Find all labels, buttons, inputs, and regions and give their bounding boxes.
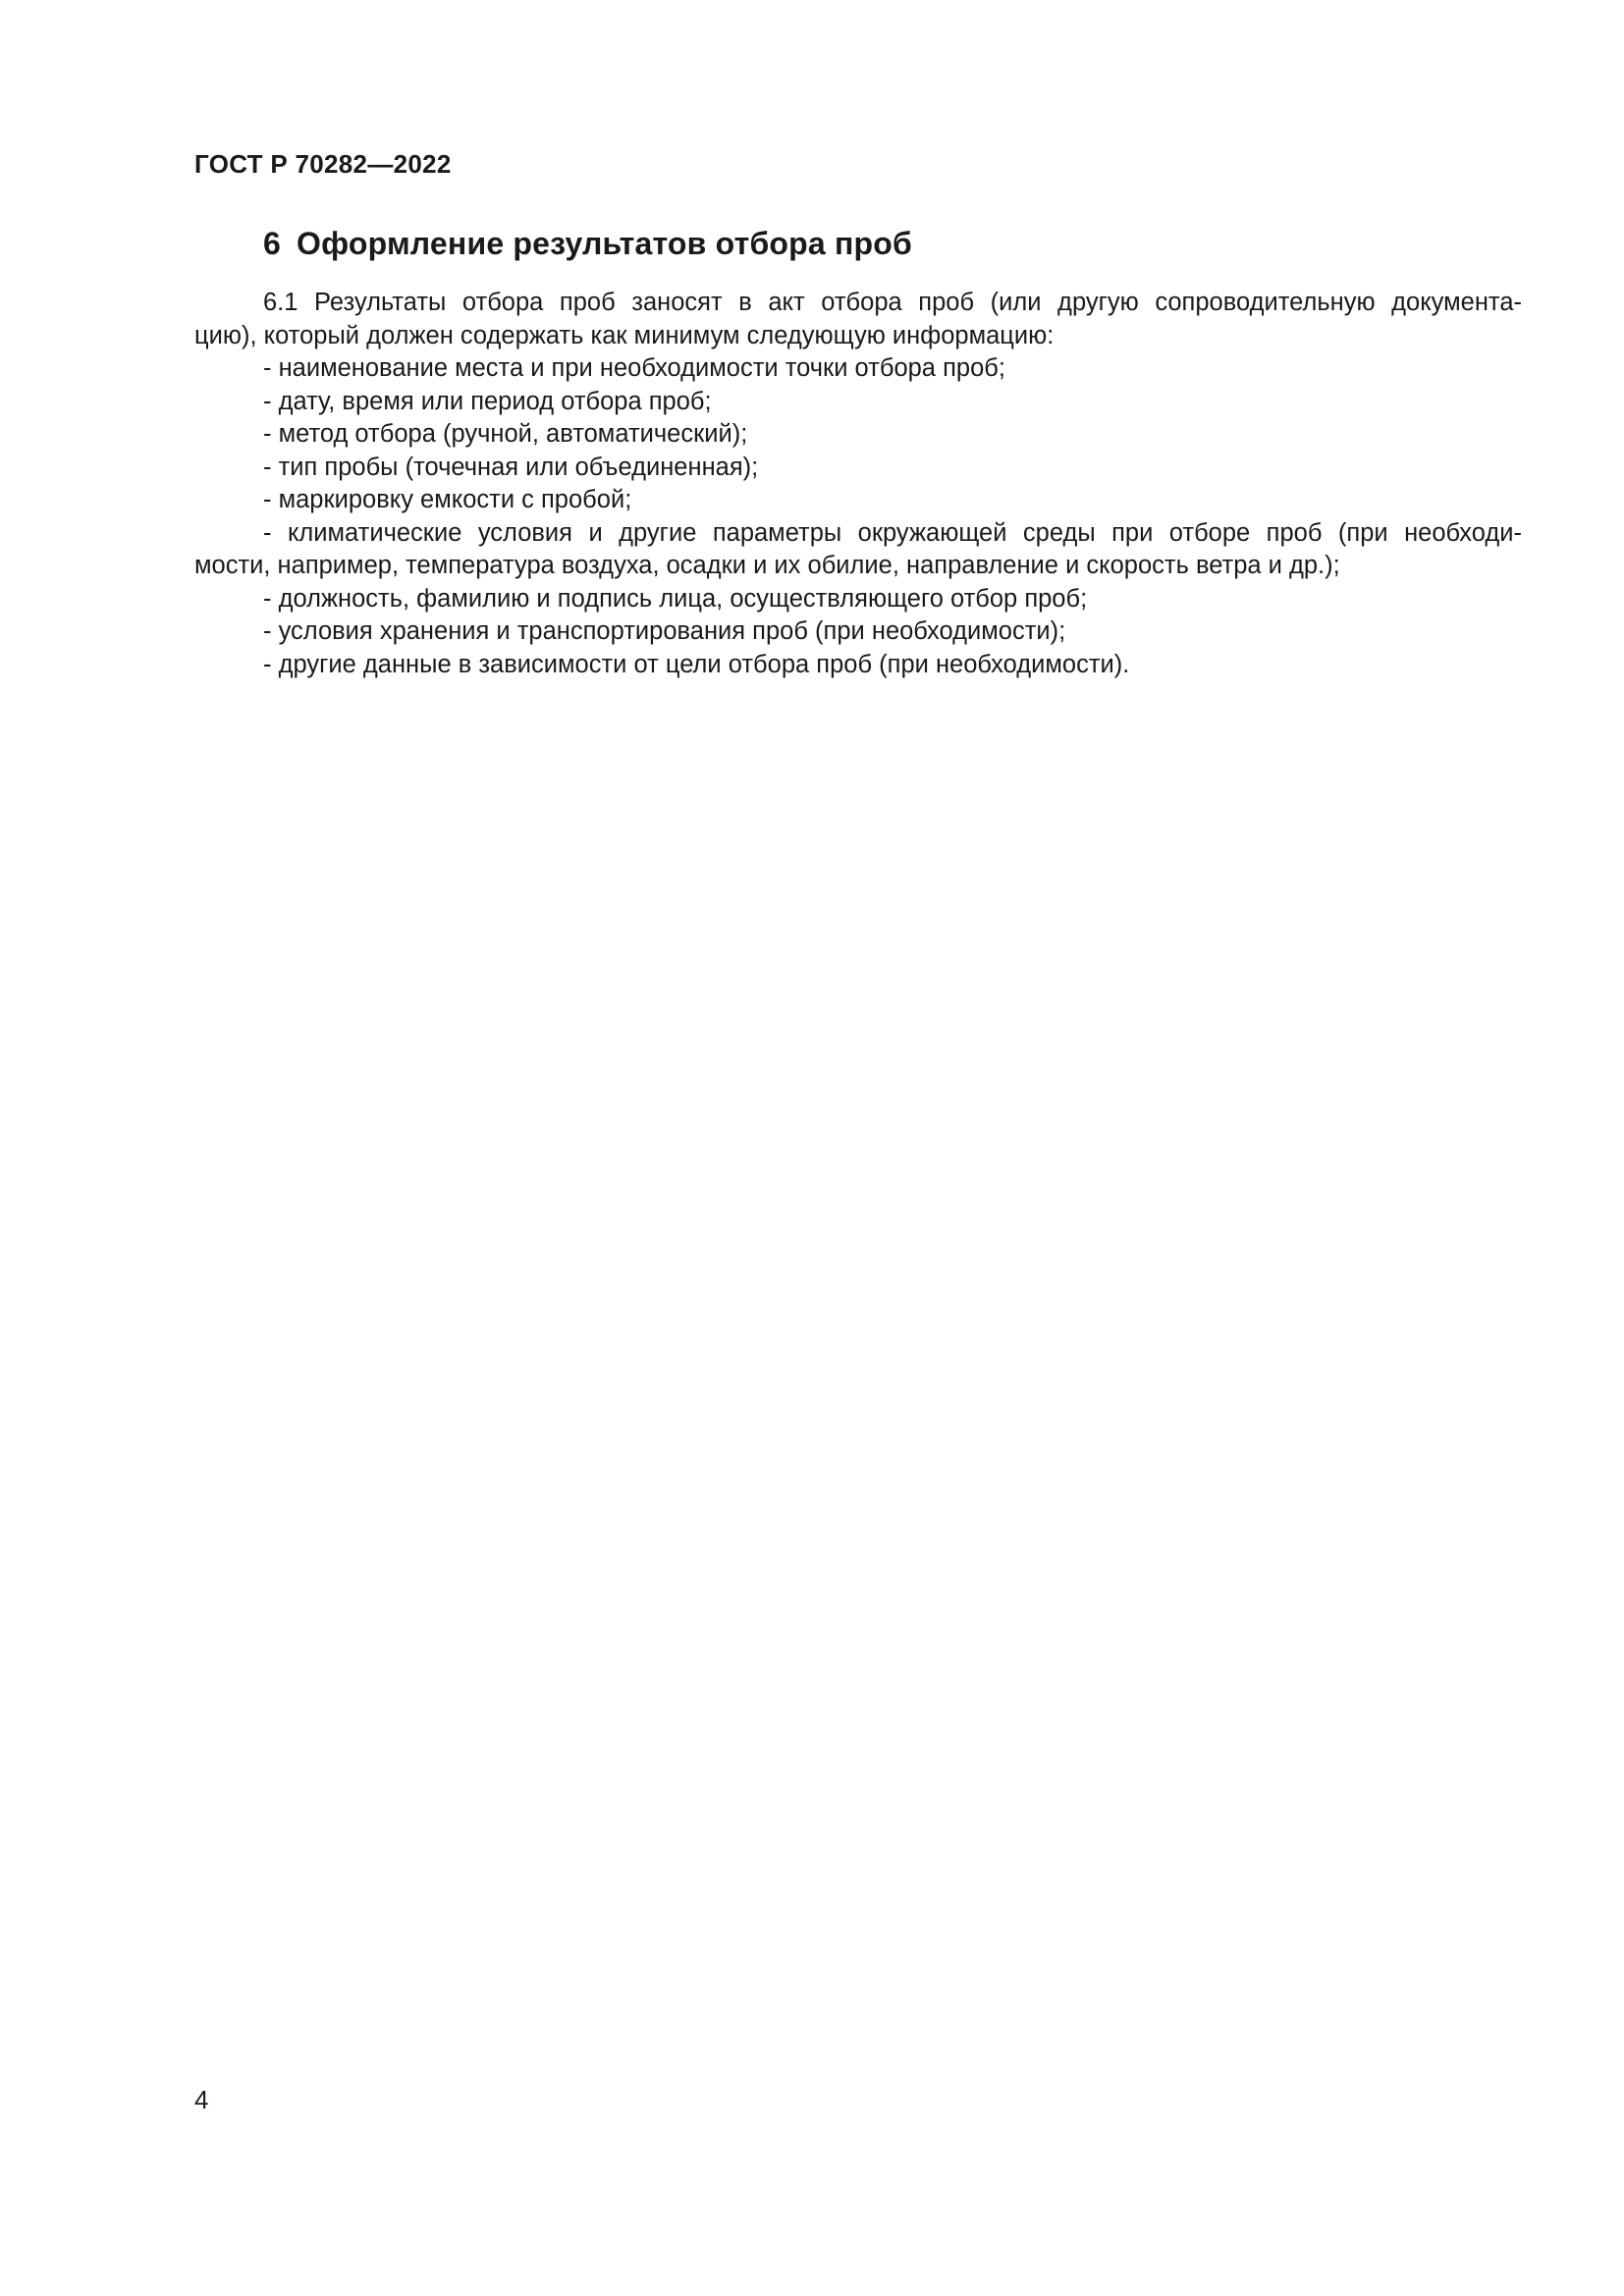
section-body	[194, 287, 1522, 681]
list-item-continuation: мости, например, температура воздуха, осадки и их обилие, направление и скорость ветра и др.);	[194, 552, 1340, 579]
list-item: - наименование места и при необходимости точки отбора проб;	[263, 354, 1005, 382]
section-title-text: Оформление результатов отбора проб	[297, 226, 913, 261]
list-item: - маркировку емкости с пробой;	[263, 486, 632, 513]
page-number: 4	[194, 2085, 209, 2114]
list-item: - должность, фамилию и подпись лица, осуществляющего отбор проб;	[263, 584, 1088, 613]
list-item: - условия хранения и транспортирования проб (при необходимости);	[263, 617, 1066, 645]
list-item: - климатические условия и другие параметры окружающей среды при отборе проб (при необходи-	[263, 518, 1522, 547]
list-item: - другие данные в зависимости от цели отбора проб (при необходимости).	[263, 650, 1130, 678]
list-item: - тип пробы (точечная или объединенная);	[263, 453, 759, 481]
document-code: ГОСТ Р 70282—2022	[194, 149, 452, 179]
list-item: - дату, время или период отбора проб;	[263, 387, 712, 415]
paragraph-line: цию), который должен содержать как минимум следующую информацию:	[194, 321, 1055, 349]
section-number: 6	[263, 226, 281, 261]
list-item: - метод отбора (ручной, автоматический);	[263, 420, 748, 448]
section-heading	[263, 226, 912, 262]
paragraph-line: 6.1 Результаты отбора проб заносят в акт отбора проб (или другую сопроводительную документа-	[263, 289, 1522, 316]
